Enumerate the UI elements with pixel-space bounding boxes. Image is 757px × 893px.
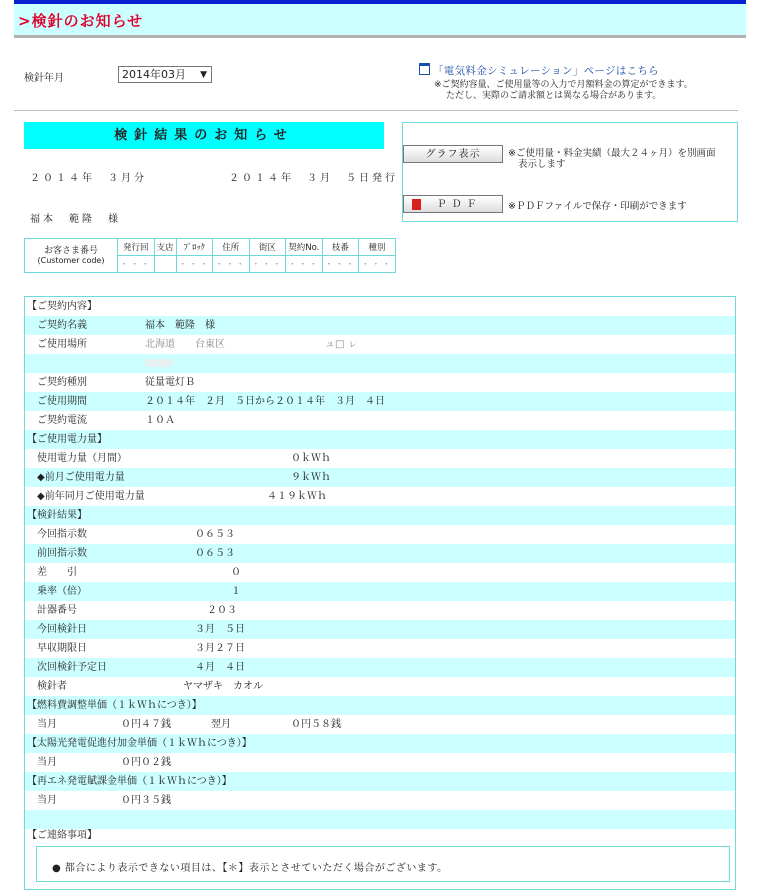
- row-label: 検針者: [37, 681, 67, 692]
- chevron-down-icon: ▼: [200, 70, 207, 80]
- row-label: 使用電力量（月間）: [37, 453, 127, 464]
- period-select[interactable]: [118, 66, 212, 83]
- row-fuel-price: [25, 715, 735, 734]
- row-address-redacted: [25, 354, 735, 373]
- section-contract: [25, 297, 735, 316]
- row-value: ０ｋＷｈ: [291, 453, 331, 464]
- row-value: 北海道 台東区 ュ□ ㇾ: [145, 339, 358, 350]
- section-meter: [25, 506, 735, 525]
- row-monthly-usage: [25, 449, 735, 468]
- section-solar: [25, 734, 735, 753]
- row-label: 当月: [37, 719, 57, 730]
- issued-date: ２０１４年 ３月 ５日発行: [229, 173, 398, 184]
- row-label: ◆前年同月ご使用電力量: [37, 491, 145, 502]
- period-selected-value: 2014年03月: [122, 68, 186, 81]
- row-label: 今回指示数: [37, 529, 87, 540]
- section-heading: 【ご契約内容】: [27, 301, 97, 312]
- section-heading: 【ご使用電力量】: [27, 434, 107, 445]
- row-value: ０円４７銭: [121, 719, 171, 730]
- row-difference: [25, 563, 735, 582]
- code-value: ・・・: [249, 256, 286, 273]
- pdf-button-label: ＰＤＦ: [436, 199, 482, 210]
- row-contract-type: [25, 373, 735, 392]
- code-header: ﾌﾞﾛｯｸ: [176, 239, 213, 256]
- code-header: 枝番: [322, 239, 359, 256]
- row-multiplier: [25, 582, 735, 601]
- pdf-button[interactable]: [403, 195, 503, 213]
- row-previous-reading: [25, 544, 735, 563]
- code-header: 種別: [359, 239, 396, 256]
- row-label: 差 引: [37, 567, 77, 578]
- code-header: 住所: [213, 239, 250, 256]
- section-heading: 【太陽光発電促進付加金単価（１ｋＷｈにつき）】: [27, 738, 252, 749]
- code-header: 契約No.: [286, 239, 323, 256]
- page-header: [14, 4, 746, 38]
- row-value: 従量電灯Ｂ: [145, 377, 195, 388]
- section-heading: 【検針結果】: [27, 510, 87, 521]
- code-header: 発行回: [118, 239, 155, 256]
- row-renewable-price: [25, 791, 735, 810]
- section-contact: [25, 826, 735, 845]
- pdf-description: ※ＰＤＦファイルで保存・印刷ができます: [508, 201, 687, 212]
- row-label: 翌月: [211, 719, 231, 730]
- graph-description-line2: 表示します: [518, 159, 566, 170]
- customer-name: 福本 範隆 様: [30, 214, 121, 225]
- row-due-date: [25, 639, 735, 658]
- code-value: [154, 256, 176, 273]
- billing-month: ２０１４年 ３月分: [30, 173, 147, 184]
- row-label: 乗率（倍）: [37, 586, 87, 597]
- section-usage: [25, 430, 735, 449]
- customer-code-label: [25, 239, 118, 273]
- customer-code-label-ja: お客さま番号: [43, 245, 98, 256]
- row-prev-year-usage: [25, 487, 735, 506]
- section-fuel: [25, 696, 735, 715]
- row-value: ０円３５銭: [121, 795, 171, 806]
- row-value: ２０１４年 ２月 ５日から２０１４年 ３月 ４日: [145, 396, 385, 407]
- simulation-link-text: 「電気料金シミュレーション」ページはこちら: [433, 65, 659, 77]
- row-prev-month-usage: [25, 468, 735, 487]
- row-current-reading: [25, 525, 735, 544]
- row-value: ３月 ５日: [195, 624, 245, 635]
- row-value: ０: [231, 567, 241, 578]
- code-header: 支店: [154, 239, 176, 256]
- row-value: ０円５８銭: [291, 719, 341, 730]
- code-value: ・・・: [176, 256, 213, 273]
- code-header: 街区: [249, 239, 286, 256]
- redacted-block: [145, 359, 173, 367]
- row-label: ご契約種別: [37, 377, 87, 388]
- code-value: ・・・: [118, 256, 155, 273]
- row-label: ご使用期間: [37, 396, 87, 407]
- row-label: 今回検針日: [37, 624, 87, 635]
- code-value: ・・・: [213, 256, 250, 273]
- code-value: ・・・: [359, 256, 396, 273]
- row-solar-price: [25, 753, 735, 772]
- row-label: 前回指示数: [37, 548, 87, 559]
- row-label: ご契約名義: [37, 320, 87, 331]
- row-usage-period: [25, 392, 735, 411]
- row-value: ４１９ｋＷｈ: [267, 491, 327, 502]
- divider: [14, 110, 738, 111]
- period-label: 検針年月: [24, 73, 64, 84]
- row-usage-place: [25, 335, 735, 354]
- simulation-note-line1: ※ご契約容量、ご使用量等の入力で月額料金の算定ができます。: [434, 80, 693, 90]
- row-value: ０円０２銭: [121, 757, 171, 768]
- row-label: 早収期限日: [37, 643, 87, 654]
- code-value: ・・・: [322, 256, 359, 273]
- new-window-icon: [419, 63, 430, 75]
- graph-description: [508, 148, 715, 170]
- row-label: ◆前月ご使用電力量: [37, 472, 125, 483]
- simulation-link[interactable]: [419, 63, 659, 78]
- customer-code-table: [24, 238, 396, 273]
- graph-button[interactable]: グラフ表示: [403, 145, 503, 163]
- customer-code-label-en: (Customer code): [37, 255, 105, 265]
- graph-description-line1: ※ご使用量・料金実績（最大２４ヶ月）を別画面: [508, 148, 716, 159]
- simulation-note: [434, 80, 693, 102]
- row-value: １: [231, 586, 241, 597]
- row-contract-name: [25, 316, 735, 335]
- notice-title: 検針結果のお知らせ: [24, 122, 384, 149]
- row-next-read-date: [25, 658, 735, 677]
- row-contract-current: [25, 411, 735, 430]
- row-label: ご契約電流: [37, 415, 87, 426]
- row-value: ０６５３: [195, 548, 235, 559]
- code-value: ・・・: [286, 256, 323, 273]
- row-label: 当月: [37, 757, 57, 768]
- section-renewable: [25, 772, 735, 791]
- row-value: ０６５３: [195, 529, 235, 540]
- simulation-note-line2: ただし、実際のご請求額とは異なる場合があります。: [446, 91, 662, 101]
- page-title: >検針のお知らせ: [18, 12, 144, 30]
- row-value: ９ｋＷｈ: [291, 472, 331, 483]
- row-value: 福本 範隆 様: [145, 320, 215, 331]
- row-read-date: [25, 620, 735, 639]
- row-value: ２０３: [207, 605, 237, 616]
- section-heading: 【燃料費調整単価（１ｋＷｈにつき）】: [27, 700, 202, 711]
- row-meter-number: [25, 601, 735, 620]
- row-value: ヤマザキ カオル: [183, 681, 263, 692]
- row-label: 当月: [37, 795, 57, 806]
- row-label: ご使用場所: [37, 339, 87, 350]
- section-heading: 【ご連絡事項】: [27, 830, 97, 841]
- row-value: ４月 ４日: [195, 662, 245, 673]
- row-label: 次回検針予定日: [37, 662, 107, 673]
- contact-text: ● 都合により表示できない項目は、【＊】表示とさせていただく場合がございます。: [52, 863, 448, 874]
- pdf-icon: [412, 199, 421, 210]
- section-heading: 【再エネ発電賦課金単価（１ｋＷｈにつき）】: [27, 776, 232, 787]
- row-reader: [25, 677, 735, 696]
- row-value: １０Ａ: [145, 415, 175, 426]
- row-label: 計器番号: [37, 605, 77, 616]
- row-value: ３月２７日: [195, 643, 245, 654]
